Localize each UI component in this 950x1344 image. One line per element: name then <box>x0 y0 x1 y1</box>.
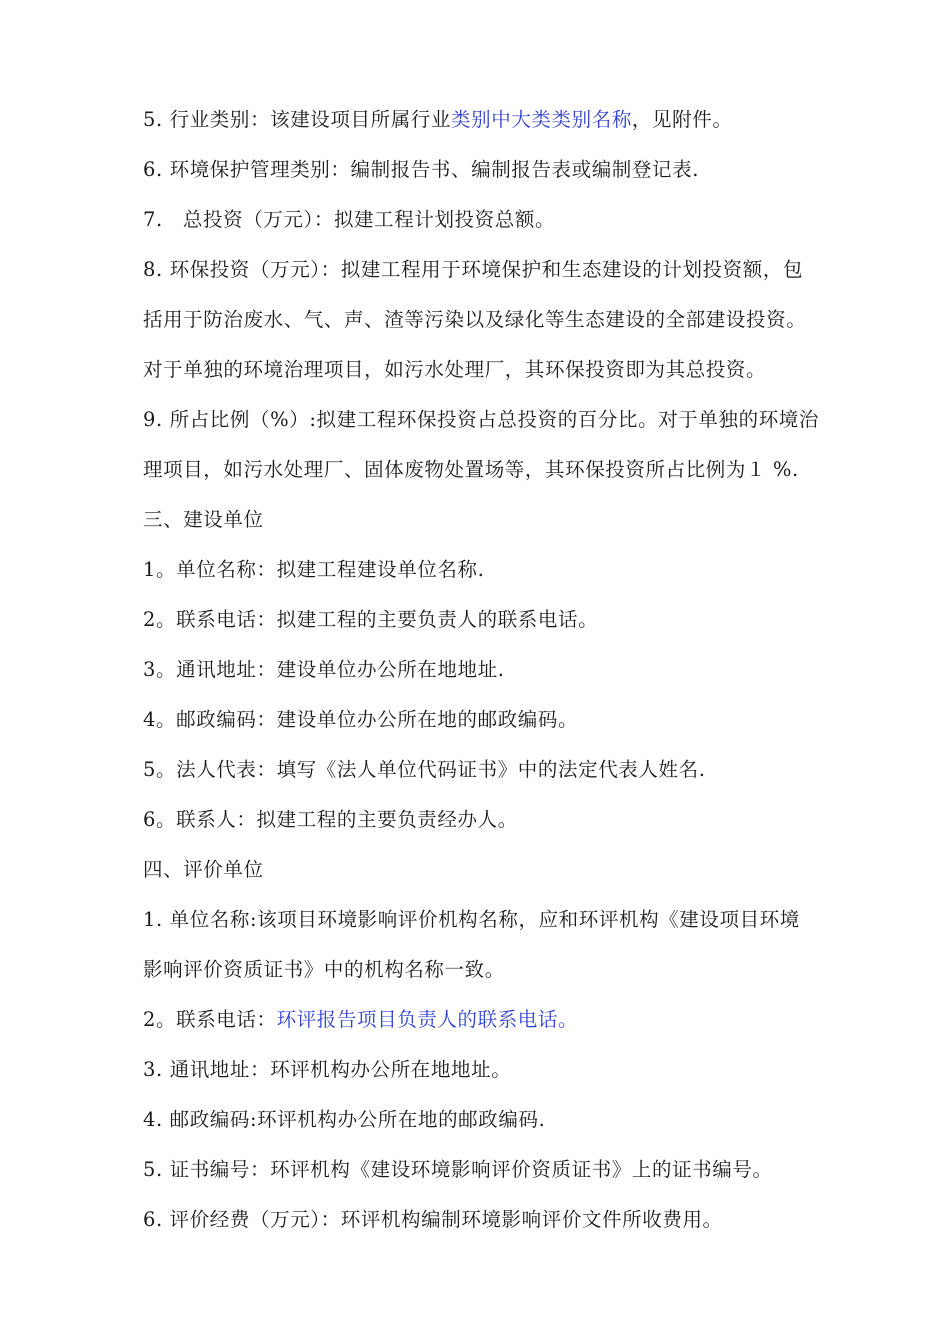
text-line <box>143 1150 833 1200</box>
line-text: 2。联系电话：拟建工程的主要负责人的联系电话。 <box>143 608 599 631</box>
text-line <box>143 200 833 250</box>
text-line <box>143 1000 833 1050</box>
text-line <box>143 400 833 450</box>
line-text: 影响评价资质证书》中的机构名称一致。 <box>143 958 505 981</box>
line-text: 四、评价单位 <box>143 858 264 881</box>
line-text: 3. 通讯地址：环评机构办公所在地地址。 <box>143 1058 512 1081</box>
line-text: 5. 证书编号：环评机构《建设环境影响评价资质证书》上的证书编号。 <box>143 1158 773 1181</box>
text-line <box>143 950 833 1000</box>
text-line <box>143 850 833 900</box>
line-text: 三、建设单位 <box>143 508 264 531</box>
line-text: 8. 环保投资（万元）：拟建工程用于环境保护和生态建设的计划投资额，包 <box>143 258 804 281</box>
text-line <box>143 300 833 350</box>
line-text: 6. 评价经费（万元）：环评机构编制环境影响评价文件所收费用。 <box>143 1208 723 1231</box>
hyperlink-text[interactable]: 环评报告项目负责人的联系电话。 <box>276 1008 579 1031</box>
text-line <box>143 1200 833 1250</box>
line-text: 7. 总投资（万元）：拟建工程计划投资总额。 <box>143 208 556 231</box>
text-line <box>143 550 833 600</box>
text-line <box>143 1100 833 1150</box>
line-text: 理项目，如污水处理厂、固体废物处置场等，其环保投资所占比例为１ %. <box>143 458 799 481</box>
hyperlink-text[interactable]: 类别中大类类别名称 <box>451 108 632 131</box>
text-line <box>143 450 833 500</box>
line-text: 9. 所占比例（%）:拟建工程环保投资占总投资的百分比。对于单独的环境治 <box>143 408 820 431</box>
text-line <box>143 650 833 700</box>
text-line <box>143 100 833 150</box>
line-text: 5. 行业类别：该建设项目所属行业 <box>143 108 452 131</box>
line-text: 4. 邮政编码:环评机构办公所在地的邮政编码. <box>143 1108 546 1131</box>
text-line <box>143 800 833 850</box>
line-text: 2。联系电话： <box>143 1008 277 1031</box>
line-text: ，见附件。 <box>631 108 733 131</box>
text-line <box>143 150 833 200</box>
line-text: 3。通讯地址：建设单位办公所在地地址. <box>143 658 505 681</box>
text-line <box>143 250 833 300</box>
document-body <box>143 100 833 1250</box>
text-line <box>143 350 833 400</box>
line-text: 括用于防治废水、气、声、渣等污染以及绿化等生态建设的全部建设投资。 <box>143 308 807 331</box>
text-line <box>143 700 833 750</box>
line-text: 6。联系人：拟建工程的主要负责经办人。 <box>143 808 518 831</box>
text-line <box>143 500 833 550</box>
text-line <box>143 900 833 950</box>
line-text: 5。法人代表：填写《法人单位代码证书》中的法定代表人姓名. <box>143 758 706 781</box>
line-text: 4。邮政编码：建设单位办公所在地的邮政编码。 <box>143 708 579 731</box>
line-text: 对于单独的环境治理项目，如污水处理厂，其环保投资即为其总投资。 <box>143 358 767 381</box>
text-line <box>143 750 833 800</box>
line-text: 6. 环境保护管理类别：编制报告书、编制报告表或编制登记表. <box>143 158 700 181</box>
text-line <box>143 600 833 650</box>
text-line <box>143 1050 833 1100</box>
line-text: 1. 单位名称:该项目环境影响评价机构名称，应和环评机构《建设项目环境 <box>143 908 800 931</box>
line-text: 1。单位名称：拟建工程建设单位名称. <box>143 558 485 581</box>
